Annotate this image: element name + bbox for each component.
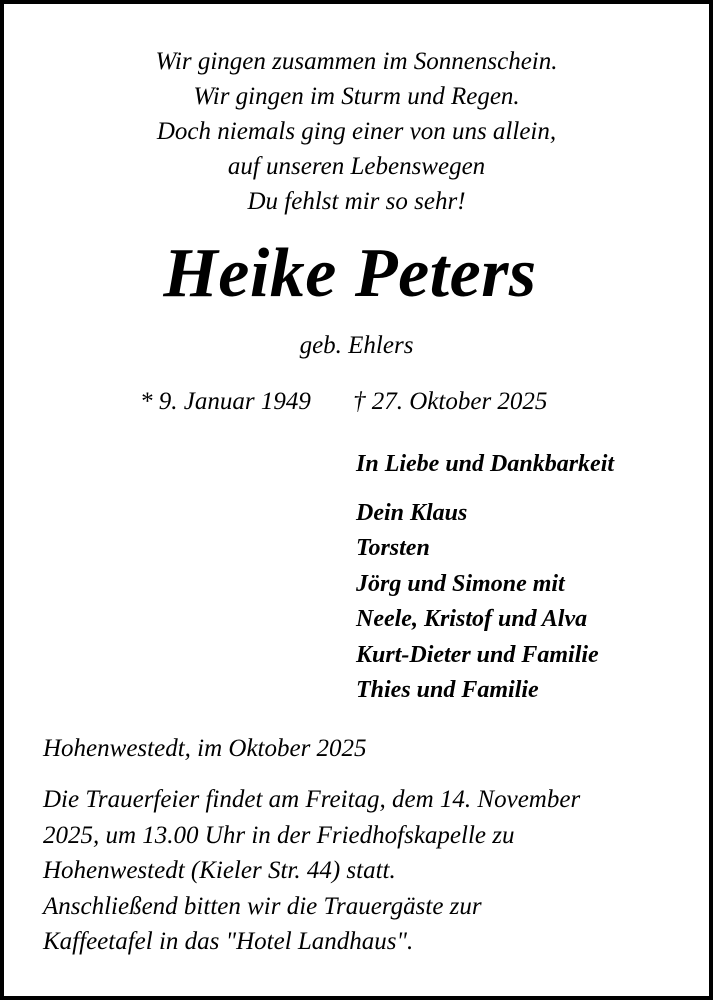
mourner-name: Dein Klaus — [356, 500, 468, 526]
service-line: Die Trauerfeier findet am Freitag, dem 14. November — [43, 786, 581, 813]
deceased-name: Heike Peters — [163, 235, 537, 312]
death-date: † 27. Oktober 2025 — [353, 388, 548, 415]
poem-line: auf unseren Lebenswegen — [227, 153, 486, 180]
mourner-name: Thies und Familie — [356, 677, 539, 704]
poem-line: Wir gingen im Sturm und Regen. — [193, 83, 520, 110]
memorial-poem — [0, 44, 713, 219]
maiden-name: geb. Ehlers — [299, 332, 414, 359]
mourner-name: Torsten — [356, 535, 430, 562]
service-line: Kaffeetafel in das "Hotel Landhaus". — [43, 928, 414, 955]
mourners-block — [356, 448, 614, 708]
poem-line: Du fehlst mir so sehr! — [247, 188, 466, 215]
place-and-date: Hohenwestedt, im Oktober 2025 — [43, 735, 367, 762]
mourners-intro: In Liebe und Dankbarkeit — [356, 451, 615, 477]
funeral-service-info — [43, 782, 580, 960]
birth-date: * 9. Januar 1949 — [140, 388, 311, 415]
mourner-name: Jörg und Simone mit — [356, 570, 565, 597]
poem-line: Doch niemals ging einer von uns allein, — [156, 118, 557, 145]
service-line: Hohenwestedt (Kieler Str. 44) statt. — [43, 857, 396, 884]
poem-line: Wir gingen zusammen im Sonnenschein. — [155, 48, 558, 75]
mourner-name: Kurt-Dieter und Familie — [356, 641, 599, 668]
mourner-name: Neele, Kristof und Alva — [356, 606, 588, 633]
service-line: 2025, um 13.00 Uhr in der Friedhofskapelle zu — [43, 821, 515, 849]
service-line: Anschließend bitten wir die Trauergäste zur — [43, 892, 482, 920]
